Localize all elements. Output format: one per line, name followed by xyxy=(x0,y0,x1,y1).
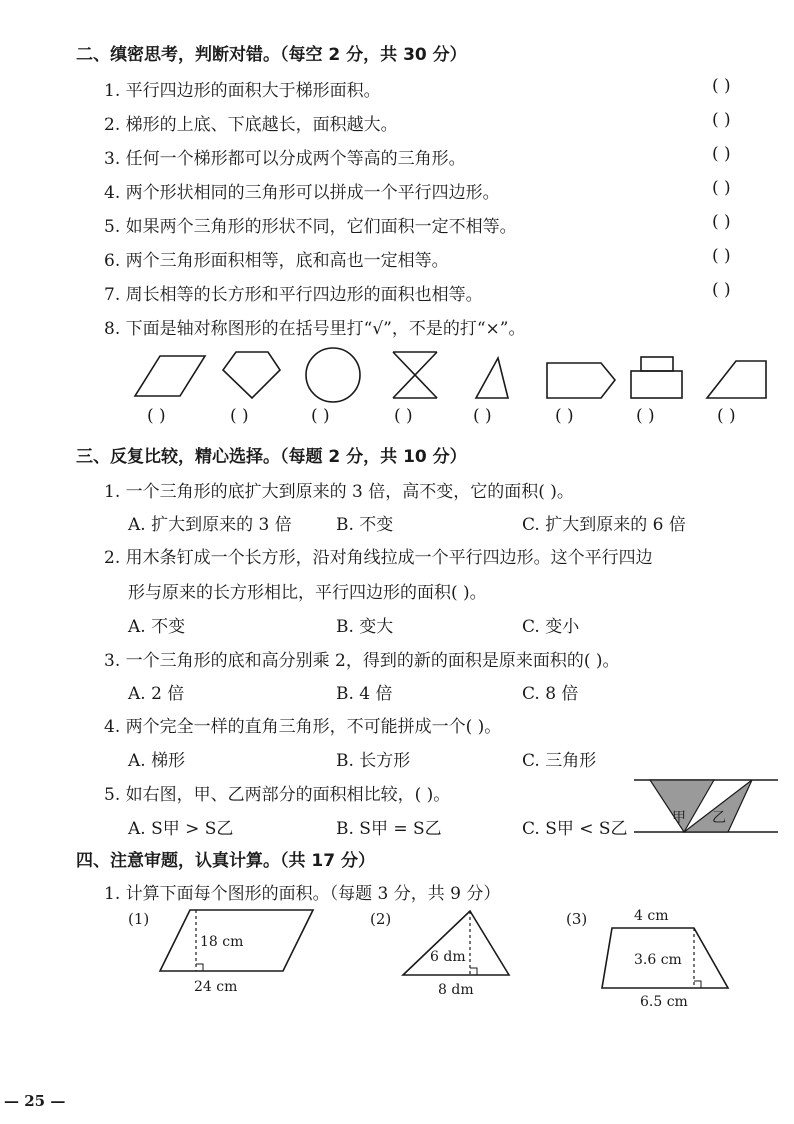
parallelogram-icon xyxy=(135,356,205,396)
choice-q5: 5. 如右图，甲、乙两部分的面积相比较，( )。 xyxy=(104,785,451,805)
choice-q2-option-a[interactable]: A. 不变 xyxy=(128,617,186,637)
shape-answer-blank[interactable]: ( ) xyxy=(636,406,655,426)
shape-answer-blank[interactable]: ( ) xyxy=(473,406,492,426)
judge-item-7: 7. 周长相等的长方形和平行四边形的面积也相等。 xyxy=(104,285,483,305)
page-number: — 25 — xyxy=(4,1092,66,1110)
figure-3-height-label: 3.6 cm xyxy=(634,952,682,968)
shape-answer-blank[interactable]: ( ) xyxy=(717,406,736,426)
choice-q2-option-b[interactable]: B. 变大 xyxy=(336,617,394,637)
choice-q4-option-b[interactable]: B. 长方形 xyxy=(336,751,411,771)
arrow-pentagon-icon xyxy=(547,363,615,398)
answer-blank[interactable]: ( ) xyxy=(712,246,731,266)
choice-q4-option-a[interactable]: A. 梯形 xyxy=(128,751,186,771)
choice-q2-option-c[interactable]: C. 变小 xyxy=(522,617,580,637)
label-yi: 乙 xyxy=(712,810,726,826)
hourglass-icon xyxy=(393,352,437,398)
shape-answer-blank[interactable]: ( ) xyxy=(394,406,413,426)
figure-1-height-label: 18 cm xyxy=(200,934,244,950)
judge-item-5: 5. 如果两个三角形的形状不同，它们面积一定不相等。 xyxy=(104,217,517,237)
figure-2-number: (2) xyxy=(370,910,392,928)
choice-q4: 4. 两个完全一样的直角三角形，不可能拼成一个( )。 xyxy=(104,717,502,737)
stacked-rectangles-icon xyxy=(631,357,682,398)
figure-3-bottom-label: 6.5 cm xyxy=(640,994,688,1010)
section3-heading: 三、反复比较，精心选择。（每题 2 分，共 10 分） xyxy=(76,447,467,467)
trapezoid-figure xyxy=(596,900,746,1012)
answer-blank[interactable]: ( ) xyxy=(712,76,731,96)
choice-q1-option-b[interactable]: B. 不变 xyxy=(336,515,394,535)
triangle-icon xyxy=(476,358,508,398)
choice-q2-line2: 形与原来的长方形相比，平行四边形的面积( )。 xyxy=(128,583,487,603)
answer-blank[interactable]: ( ) xyxy=(712,144,731,164)
choice-q1-option-a[interactable]: A. 扩大到原来的 3 倍 xyxy=(128,515,292,535)
figure-2-height-label: 6 dm xyxy=(430,949,466,965)
parallelogram-figure xyxy=(150,900,330,1000)
judge-item-3: 3. 任何一个梯形都可以分成两个等高的三角形。 xyxy=(104,149,466,169)
answer-blank[interactable]: ( ) xyxy=(712,212,731,232)
shape-answer-blank[interactable]: ( ) xyxy=(147,406,166,426)
shape-answer-blank[interactable]: ( ) xyxy=(230,406,249,426)
choice-q3-option-c[interactable]: C. 8 倍 xyxy=(522,684,579,704)
choice-q5-option-a[interactable]: A. S甲 > S乙 xyxy=(128,819,234,839)
choice-q1: 1. 一个三角形的底扩大到原来的 3 倍，高不变，它的面积( )。 xyxy=(104,482,574,502)
section4-heading: 四、注意审题，认真计算。（共 17 分） xyxy=(76,851,375,871)
figure-1-base-label: 24 cm xyxy=(194,979,238,995)
answer-blank[interactable]: ( ) xyxy=(712,280,731,300)
judge-item-4: 4. 两个形状相同的三角形可以拼成一个平行四边形。 xyxy=(104,183,500,203)
choice-q1-option-c[interactable]: C. 扩大到原来的 6 倍 xyxy=(522,515,686,535)
circle-icon xyxy=(306,348,360,402)
shapes-row xyxy=(0,340,794,410)
trapezoid-icon xyxy=(707,361,766,398)
choice-q3-option-b[interactable]: B. 4 倍 xyxy=(336,684,393,704)
choice-q3-option-a[interactable]: A. 2 倍 xyxy=(128,684,185,704)
triangle-figure xyxy=(396,900,526,1000)
pentagon-icon xyxy=(223,352,280,398)
shape-answer-blank[interactable]: ( ) xyxy=(311,406,330,426)
answer-blank[interactable]: ( ) xyxy=(712,110,731,130)
judge-item-1: 1. 平行四边形的面积大于梯形面积。 xyxy=(104,81,381,101)
judge-item-2: 2. 梯形的上底、下底越长，面积越大。 xyxy=(104,115,398,135)
answer-blank[interactable]: ( ) xyxy=(712,178,731,198)
figure-1-number: (1) xyxy=(128,910,150,928)
figure-2-base-label: 8 dm xyxy=(438,982,474,998)
label-jia: 甲 xyxy=(672,810,686,826)
calc-q1: 1. 计算下面每个图形的面积。（每题 3 分，共 9 分） xyxy=(104,884,501,904)
choice-q3: 3. 一个三角形的底和高分别乘 2，得到的新的面积是原来面积的( )。 xyxy=(104,651,620,671)
choice-q2-line1: 2. 用木条钉成一个长方形，沿对角线拉成一个平行四边形。这个平行四边 xyxy=(104,548,653,568)
judge-item-6: 6. 两个三角形面积相等，底和高也一定相等。 xyxy=(104,251,449,271)
figure-3-number: (3) xyxy=(566,910,588,928)
area-compare-figure xyxy=(632,776,780,838)
choice-q4-option-c[interactable]: C. 三角形 xyxy=(522,751,597,771)
judge-item-8: 8. 下面是轴对称图形的在括号里打“√”，不是的打“×”。 xyxy=(104,319,526,339)
choice-q5-option-b[interactable]: B. S甲 = S乙 xyxy=(336,819,442,839)
shape-answer-blank[interactable]: ( ) xyxy=(555,406,574,426)
section2-heading: 二、缜密思考，判断对错。（每空 2 分，共 30 分） xyxy=(76,45,467,65)
choice-q5-option-c[interactable]: C. S甲 < S乙 xyxy=(522,819,628,839)
figure-3-top-label: 4 cm xyxy=(634,908,669,924)
